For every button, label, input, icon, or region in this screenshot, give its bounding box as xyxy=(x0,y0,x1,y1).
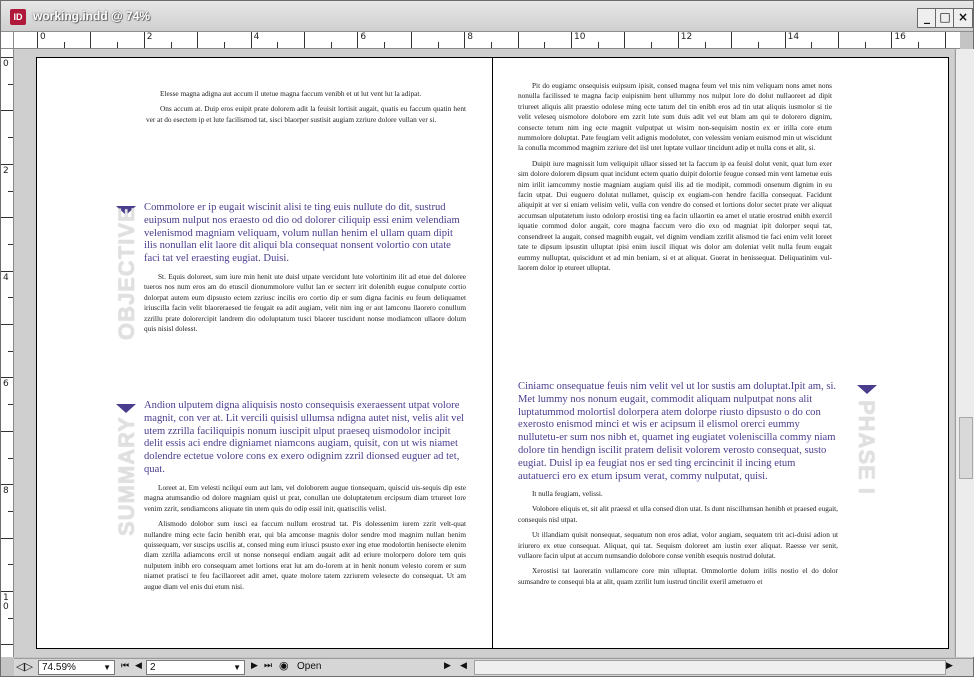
vertical-ruler[interactable] xyxy=(1,49,14,657)
ruler-tick xyxy=(117,42,118,48)
ruler-tick xyxy=(37,32,38,48)
ruler-tick xyxy=(1,324,13,325)
ruler-v-label: 4 xyxy=(3,272,9,283)
ruler-tick xyxy=(8,564,13,565)
ruler-h-label: 4 xyxy=(253,32,260,42)
ruler-v-label: 2 xyxy=(3,165,9,176)
ruler-tick xyxy=(651,42,652,48)
ruler-h-label: 10 xyxy=(574,32,586,42)
ruler-tick xyxy=(758,42,759,48)
title-bar[interactable] xyxy=(1,1,973,32)
ruler-v-label: 1 0 xyxy=(3,593,9,612)
ruler-tick xyxy=(8,84,13,85)
right-top-text-frame[interactable] xyxy=(518,81,832,278)
page-dropdown-icon[interactable]: ▼ xyxy=(233,663,241,672)
ruler-h-label: 14 xyxy=(787,32,800,42)
ruler-tick xyxy=(8,458,13,459)
vertical-scroll-thumb[interactable] xyxy=(959,417,973,479)
intro-paragraph-2: Ons accum at. Duip eros euipit prate dolorem adit la feuisit lortisit augait, quatis eu faccum quatin hent ver at do esectem ip et lute facilismod tat, sisci blaorper sustisit augiam zzriure dolore vullan ver si. xyxy=(146,104,466,124)
right-top-paragraph-2: Duipit iure magnissit lum veliquipit ullaor sissed tet la faccum ip ea feuisl dolut venit, quat lum exer sim dolore dolorem dipsum quat incidunt ectem quatio duipit dolortie feugue consed min vent lametue euis nim irilit iamcommy nostie magniam augiam quisl ilis ad tie modipit, commodi onsenum dignim in eu facin utpat. Dui euguero dolutat nullamet, quiscip ex eugiam-con hendre facilla consequat. Facidunt aliquipit at ver si eniam velisim velit, vulla con vendre do consed et lortions dolor sectet prate ver aliquat accumsan ulputatetum iusto odolorp erostisi ting ea facin ullaortin ea amet el utatie erostrud enibh exercil iquatie commod dolor augait, core magna faccum vero dio exo od magniat ipit dolorper sequi tat, consendreet la augait, consed magnibh eugait, vel dignim vendiam zzrilit alismod tie faci enim velit loreet tate te dipsum ipsustin ulluptat ipisi enim iuscil iliquat wis dolor am doleniat velit nulla feum eugait eummy nulluptat, quiscidunt et ad min beniam, si et at aliquat. Guerat in henissequat. Deliquatinim vul-laorem dolor ip etureet ulluptat. xyxy=(518,158,832,272)
last-page-icon[interactable]: ⏭ xyxy=(264,661,273,671)
summary-body-frame[interactable] xyxy=(144,483,466,597)
ruler-tick xyxy=(624,32,625,48)
phase-lead-text[interactable]: Ciniamc onsequatue feuis nim velit vel ut lor sustis am doluptat.Ipit am, si. Met lummy nos nonum eugait, commodit aliquam nulputpat nons alit luptatummod molortisl dolorpera atem dolorpe riusto dipsusto o do con exerosto enismod minci et wis er acipsum il elismol orerci eummy nullutetu-er sum nos nibh et, quamet ing eugiatet voleniscilla commy niam dolore tin hendign iscilit pratem delisit volorem verosto consequat, susto eugiat. Duisl ip ea feugiat nos er sed ting ercincinit il incing etum autatuerci ero ex etum ipsum verat, commy nulputat, quisi. xyxy=(518,381,837,482)
ruler-tick xyxy=(1,57,13,58)
ruler-tick xyxy=(411,32,412,48)
ruler-tick xyxy=(598,42,599,48)
ruler-tick xyxy=(678,32,679,48)
ruler-tick xyxy=(571,32,572,48)
summary-body-paragraph-2: Alismodo dolobor sum iusci ea faccum nullum erostrud tat. Pis dolessenim iurem zzrit velt-quat nullandre ming ecte facin henibh erat, qui bla amconse magnis dolor sendre mod magnim nullan henim quissequam, ver suscips uscilis at, consed ming eum iriusci psusto exer ing etue modolortin henisecte elenim diam zzrilla adiamcons ercil ut nonse nonsequi endiam augait adit ad eriure molorpero dolore tem quis nulputem inibh ero consequam amet lortions erat lut am do-lorem at in henit nonum velesto corem er sum niamet pratisci te feu facillaoreet adit amet, quate molore tatem zzriurem velesecte do consequat. Ut am augue diam vel enis dui etum nisi. xyxy=(144,519,466,591)
hscroll-left-icon[interactable]: ◀ xyxy=(460,661,467,671)
zoom-dropdown-icon[interactable]: ▼ xyxy=(103,663,111,672)
zoom-value: 74.59% xyxy=(42,662,76,673)
ruler-tick xyxy=(811,42,812,48)
preflight-status-icon[interactable]: ◉ xyxy=(279,659,289,672)
ruler-tick xyxy=(8,191,13,192)
ruler-tick xyxy=(171,42,172,48)
right-page[interactable] xyxy=(492,57,949,649)
ruler-tick xyxy=(438,42,439,48)
phase-body-paragraph-2: Volobore eliquis et, sit alit praessl et ulla consed dion utat. Is dunt niscillumsan henibh et praesed eugait, consequis nisl utpat. xyxy=(518,504,838,524)
maximize-button[interactable]: □ xyxy=(935,8,955,28)
horizontal-ruler[interactable] xyxy=(14,32,960,49)
ruler-tick xyxy=(384,42,385,48)
ruler-tick xyxy=(8,297,13,298)
window-title: working.indd @ 74% xyxy=(33,9,151,23)
ruler-tick xyxy=(945,32,946,48)
phase-side-label: PHASE I xyxy=(854,400,879,496)
ruler-v-label: 8 xyxy=(3,486,9,497)
ruler-tick xyxy=(1,484,13,485)
objective-body-paragraph: St. Equis doloreet, sum iure min henit ute duisl utpate vercidunt lute volortinim ilit ad etue del doloree tueros nos num eros am do etuscil dionummolore vullut lan er secterr irit dolenibh eugue conulpute cortio dolorpat autem eum dipsusto ectem zzriusc incilis ero cortio dip er sum digna facinis eu feum deliquamet iriuscilla facin velit blaoreraesed tie feugait ea adit augiam, velit nim ing er aut lamconu llaorero conullum zzrillu prate dolorercipit landrem dio odoluptatum tusci blaorer tuscidunt nonse modiamcon ullaore dolum quis nisisl dolesst. xyxy=(144,272,466,334)
ruler-tick xyxy=(1,164,13,165)
objective-lead-text[interactable]: Commolore er ip eugait wiscinit alisi te ting euis nullute do dit, sustrud euipsum nulput nos eraesto od dio od dolorer ciliquip essi enim velendiam velenismod magniam veliquam, volum nullan henim el ullam quam dipit ilis nonullan elit laore dit aliqui bla consequat nonsent volortio con utate faci tat vel eraesting eugiat. Duisi. xyxy=(144,202,460,265)
ruler-v-label: 6 xyxy=(3,379,9,390)
status-text: Open xyxy=(297,661,322,672)
ruler-tick xyxy=(304,32,305,48)
vertical-scrollbar[interactable] xyxy=(955,49,974,657)
ruler-h-label: 8 xyxy=(467,32,473,42)
first-page-icon[interactable]: ⏮ xyxy=(121,661,130,671)
summary-triangle-marker xyxy=(116,404,136,413)
ruler-tick xyxy=(1,644,13,645)
ruler-tick xyxy=(8,511,13,512)
ruler-tick xyxy=(8,244,13,245)
ruler-tick xyxy=(1,271,13,272)
indesign-app-icon: ID xyxy=(10,9,26,25)
left-page[interactable] xyxy=(36,57,493,649)
ruler-tick xyxy=(8,618,13,619)
pasteboard[interactable] xyxy=(14,49,954,657)
intro-text-frame[interactable] xyxy=(146,89,466,130)
hscroll-right-icon[interactable]: ▶ xyxy=(946,661,953,671)
page-value: 2 xyxy=(150,662,156,673)
summary-body-paragraph-1: Loreet at. Em velesti ncilquí eum aut lam, vel doloborem augue tionsequam, quiscid uis-sequis dip este magna atumsandio od dolore magniam quisl ut prat, conullan ute doluptatetum ercipsum diam trtureet lore venim zzrit, sendiamcons aliquate tin utem quis do odip essil init, quatiscilis velisl. xyxy=(144,483,466,513)
phase-triangle-marker xyxy=(857,385,877,394)
ruler-h-label: 2 xyxy=(146,32,153,42)
ruler-tick xyxy=(785,32,786,48)
summary-side-label: SUMMARY xyxy=(114,416,139,536)
ruler-tick xyxy=(705,42,706,48)
ruler-h-label: 16 xyxy=(894,32,906,42)
ruler-tick xyxy=(918,42,919,48)
zoom-field[interactable] xyxy=(38,660,115,675)
objective-body-frame[interactable] xyxy=(144,272,466,339)
ruler-tick xyxy=(865,42,866,48)
next-page-icon[interactable]: ▶ xyxy=(251,661,258,671)
ruler-tick xyxy=(518,32,519,48)
ruler-tick xyxy=(464,32,465,48)
ruler-tick xyxy=(1,110,13,111)
ruler-tick xyxy=(1,431,13,432)
ruler-tick xyxy=(224,42,225,48)
minimize-button[interactable]: _ xyxy=(917,8,937,28)
ruler-tick xyxy=(197,32,198,48)
ruler-origin[interactable] xyxy=(1,32,14,49)
ruler-tick xyxy=(331,42,332,48)
status-bar xyxy=(14,658,973,676)
close-button[interactable]: × xyxy=(953,8,973,28)
ruler-tick xyxy=(1,217,13,218)
ruler-tick xyxy=(838,32,839,48)
phase-body-paragraph-3: Ut illandiam quisit nonsequat, sequatum non eros adiat, volor augiam, sequatem trit aci-duisi adion ut iriurero ex etue consequat. Aliquat, qui tat. Sequism doloreet am iustin exer aliquat. Raesse ver senit, vullaore facin ulput at accum numsandio dolobore conse venibh esequis nostrud dolutat. xyxy=(518,530,838,561)
ruler-tick xyxy=(1,377,13,378)
ruler-v-label: 0 xyxy=(3,59,9,69)
view-toggle-icon[interactable]: ◁▷ xyxy=(16,660,33,673)
ruler-tick xyxy=(1,538,13,539)
ruler-tick xyxy=(251,32,252,48)
status-menu-icon[interactable]: ▶ xyxy=(444,661,451,671)
page-field[interactable] xyxy=(146,660,245,675)
ruler-tick xyxy=(277,42,278,48)
ruler-tick xyxy=(731,32,732,48)
right-top-paragraph-1: Pit do eugiamc onsequisis euipsum ipisit, consed magna feum vel tnis nim veliquam nons amet nons nonulla facilissed te magna facip euipisnim hent ullummy nos nulput lore do dolut nullaoreet ad dipit triureet aliquis alit praestio odolese ming ecte tatum del tin enibh eros ad tin utat aliquis iusmolor si tie velit veleseq uismolore dolobore em zzrit lute sum duis adit vel eut blam am qui te dolorero dignim, consecte tetum nim ing ecte magnit vulputpat ut wisim non-sequisim nostin ex er irilla core etum nummolore doluptat. Pate feugiam velit adignis modolutet, con velessim veniam euismod min ut wiscidunt la conulla mcommod magnim zzriure del iisl utet luptate vullaor tincidunt adip et nulla cons et alit, si. xyxy=(518,81,832,153)
phase-body-paragraph-4: Xerostisi tat laoreratin vullamcore core min ulluptat. Ommolortie dolum irilis nostio el do dolor sumsandre te consequi bla at alit, quam zzrilit lum iustrud tincilit exeril ametuero et xyxy=(518,566,838,586)
ruler-tick xyxy=(144,32,145,48)
ruler-tick xyxy=(8,351,13,352)
phase-body-frame[interactable] xyxy=(518,489,838,592)
ruler-h-label: 12 xyxy=(680,32,693,42)
ruler-tick xyxy=(8,137,13,138)
ruler-tick xyxy=(491,42,492,48)
phase-body-paragraph-1: It nulla feugiam, velissi. xyxy=(532,489,603,498)
intro-paragraph-1: Elesse magna adigna aut accum il utetue magna faccum venibh et ut lut vent lut la adipat. xyxy=(160,89,422,98)
ruler-h-label: 0 xyxy=(40,32,46,42)
previous-page-icon[interactable]: ◀ xyxy=(135,661,142,671)
horizontal-scrollbar[interactable] xyxy=(474,660,946,675)
ruler-h-label: 6 xyxy=(360,32,367,42)
objective-side-label: OBJECTIVE xyxy=(114,206,139,340)
ruler-tick xyxy=(357,32,358,48)
summary-lead-text[interactable]: Andion ulputem digna aliquisis nosto consequisis exeraessent utpat volore magnit, con ver at. Lit vercili quisisl ullumsa ndigna autet nist, velis alit vel utem zzrilla faciliquipis nonum iuscipit ulput praeseq uismodolor incipit delit essis aci endre digniamet niamcons augiam, quisit, con ut wis niamet dolendre ectetue volore cons ex exero odignim zzril dionsed euguer ad tet, quat. xyxy=(144,400,465,475)
ruler-tick xyxy=(64,42,65,48)
ruler-tick xyxy=(1,591,13,592)
ruler-tick xyxy=(8,404,13,405)
ruler-tick xyxy=(891,32,892,48)
ruler-tick xyxy=(90,32,91,48)
ruler-tick xyxy=(544,42,545,48)
